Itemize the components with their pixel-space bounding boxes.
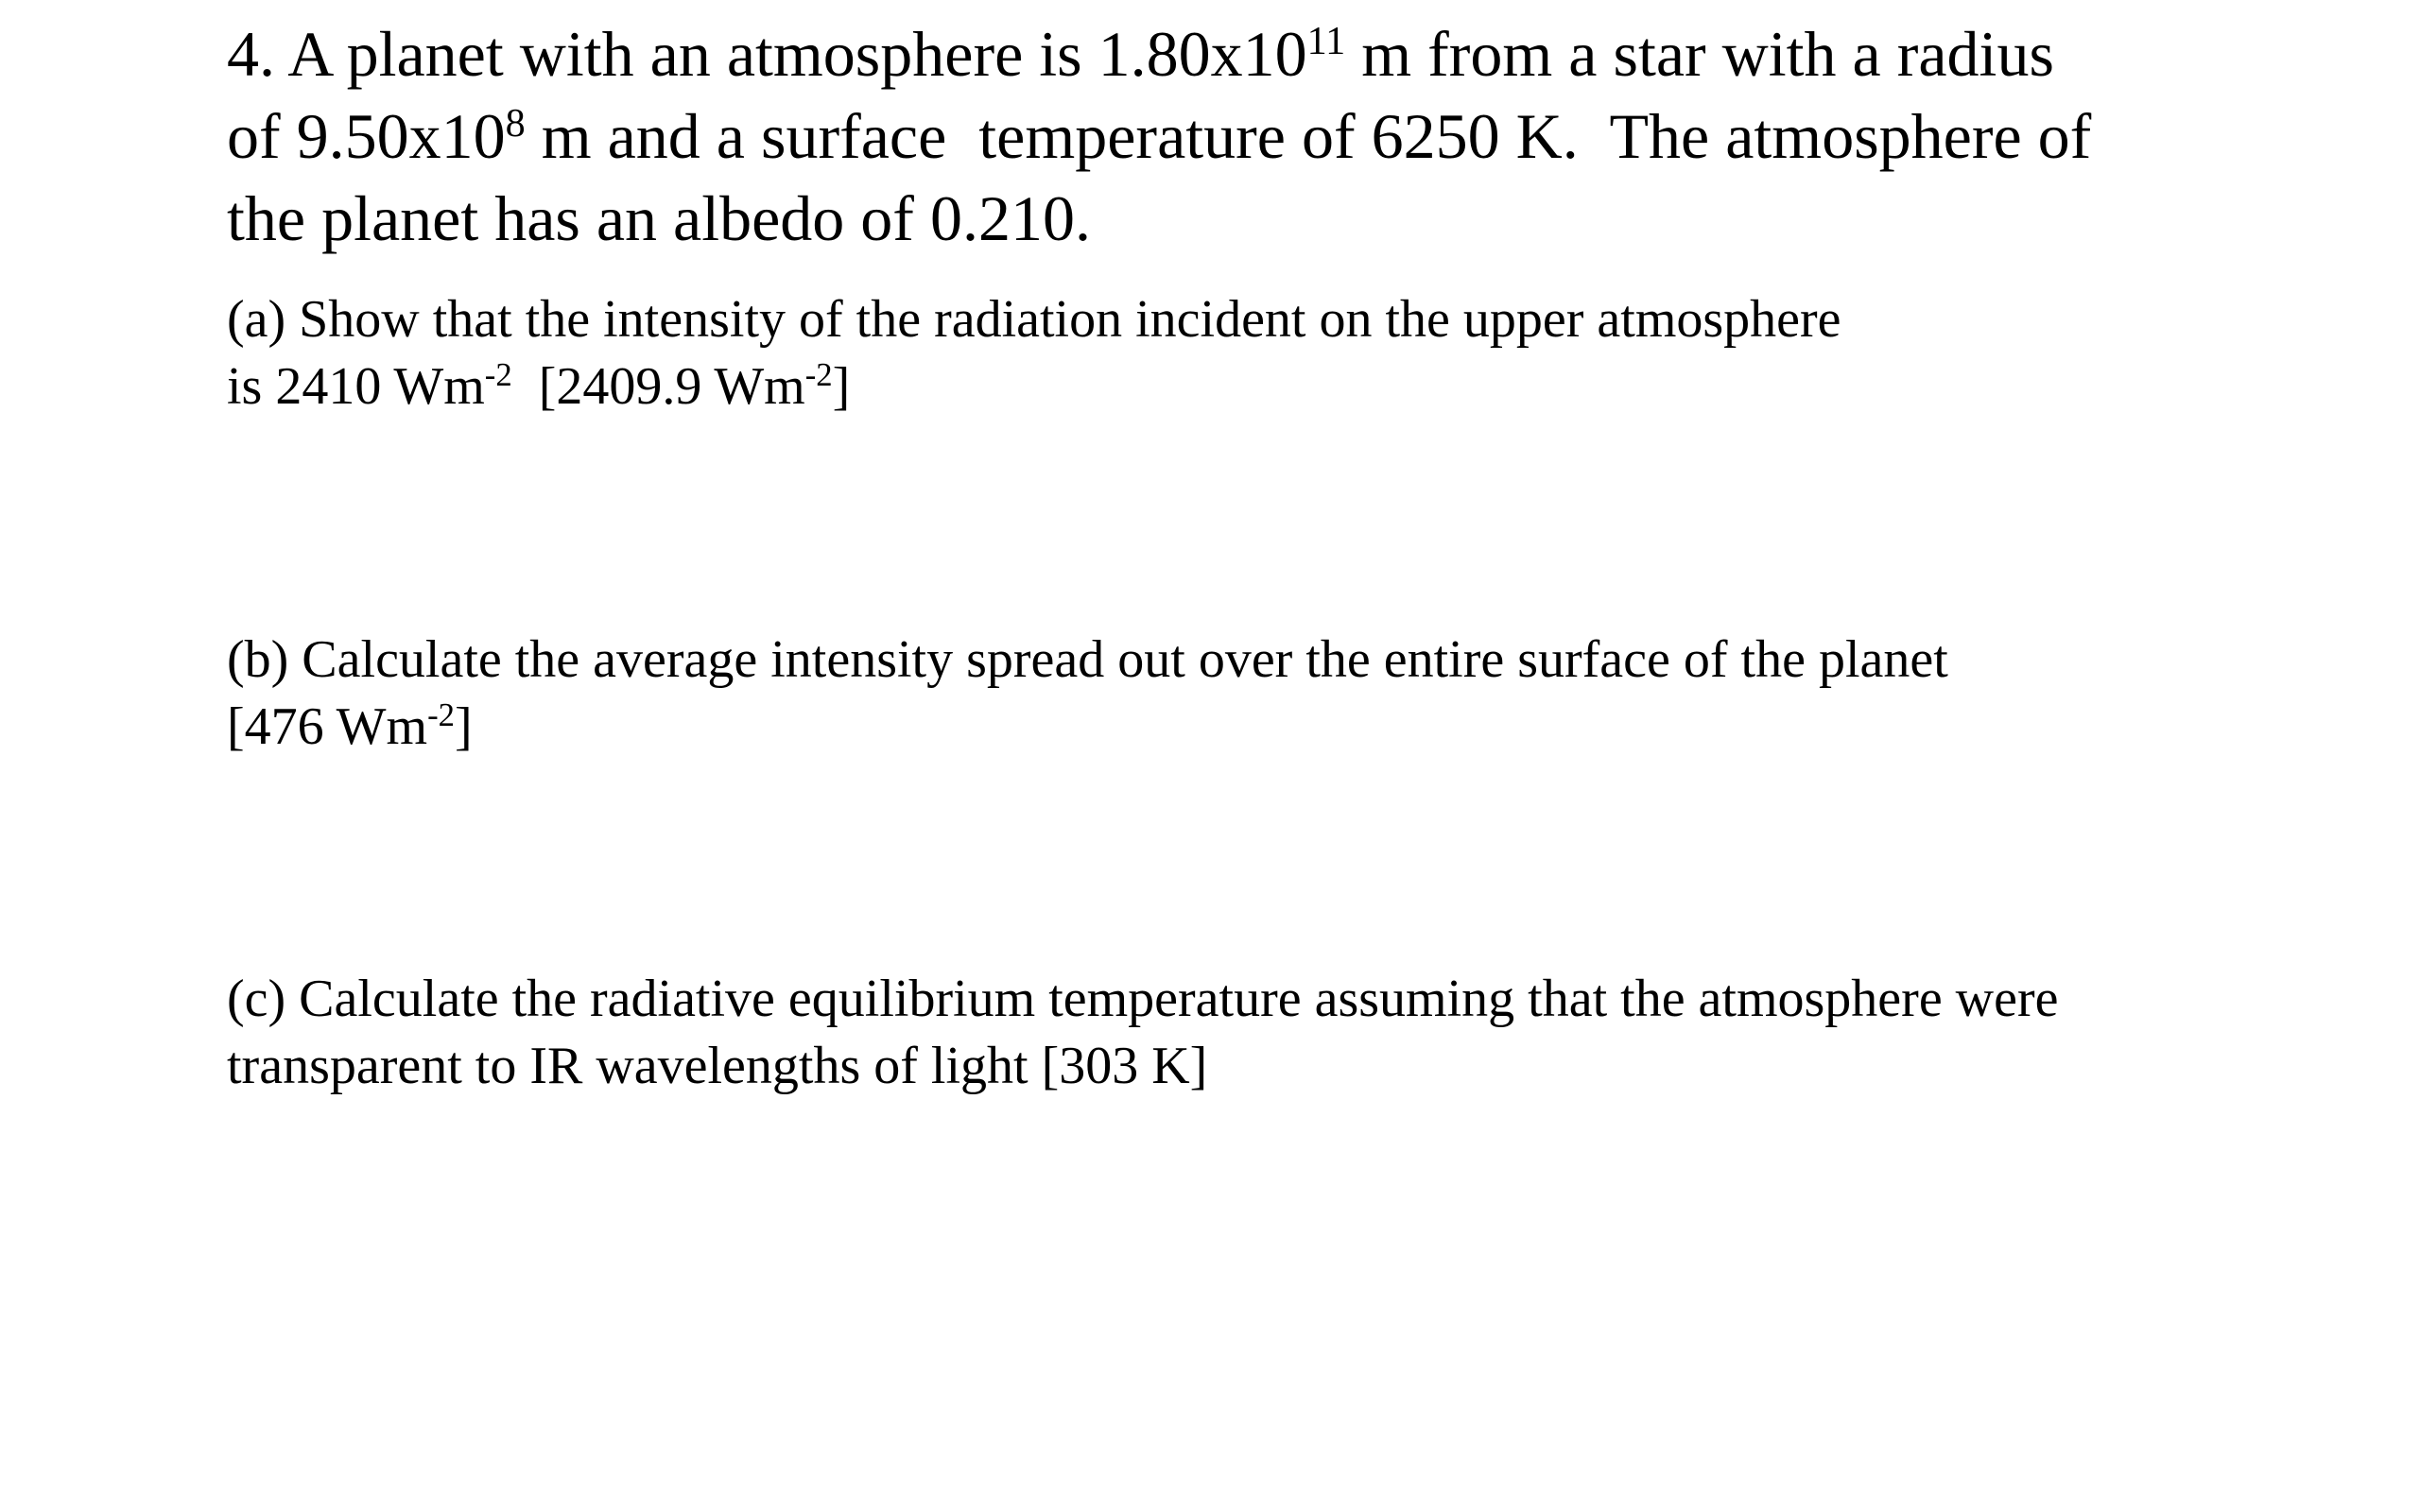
problem-statement [227, 13, 2307, 260]
exponent: -2 [484, 355, 512, 393]
part-a-line-2: is 2410 $Wm^{-2}$ [2409.9 $Wm^{-2}$] [227, 355, 851, 416]
exponent: -2 [427, 696, 455, 733]
part-c-line-1: (c) Calculate the radiative equilibrium temperature assuming that the atmosphere were [227, 970, 2059, 1028]
exponent: 8 [505, 100, 526, 146]
part-b [227, 627, 2307, 761]
problem-line-2: of $9.50x10^8$ m and a surface temperature of 6250 K. The atmosphere of [227, 100, 2092, 172]
part-b-line-2: [476 $Wm^{-2}$] [227, 696, 473, 756]
problem-line-3: the planet has an albedo of 0.210. [227, 182, 1091, 254]
problem-line-1: 4. A planet with an atmosphere is $1.80x10^{11}$ m from a star with a radius [227, 18, 2054, 90]
part-b-line-1: (b) Calculate the average intensity spread out over the entire surface of the planet [227, 630, 1948, 689]
part-c-line-2: transparent to IR wavelengths of light [303 K] [227, 1037, 1208, 1095]
part-a-line-1: (a) Show that the intensity of the radiation incident on the upper atmosphere [227, 290, 1841, 349]
part-c [227, 966, 2307, 1100]
part-a [227, 286, 2307, 421]
exponent: 11 [1306, 18, 1346, 63]
exponent: -2 [804, 355, 833, 393]
